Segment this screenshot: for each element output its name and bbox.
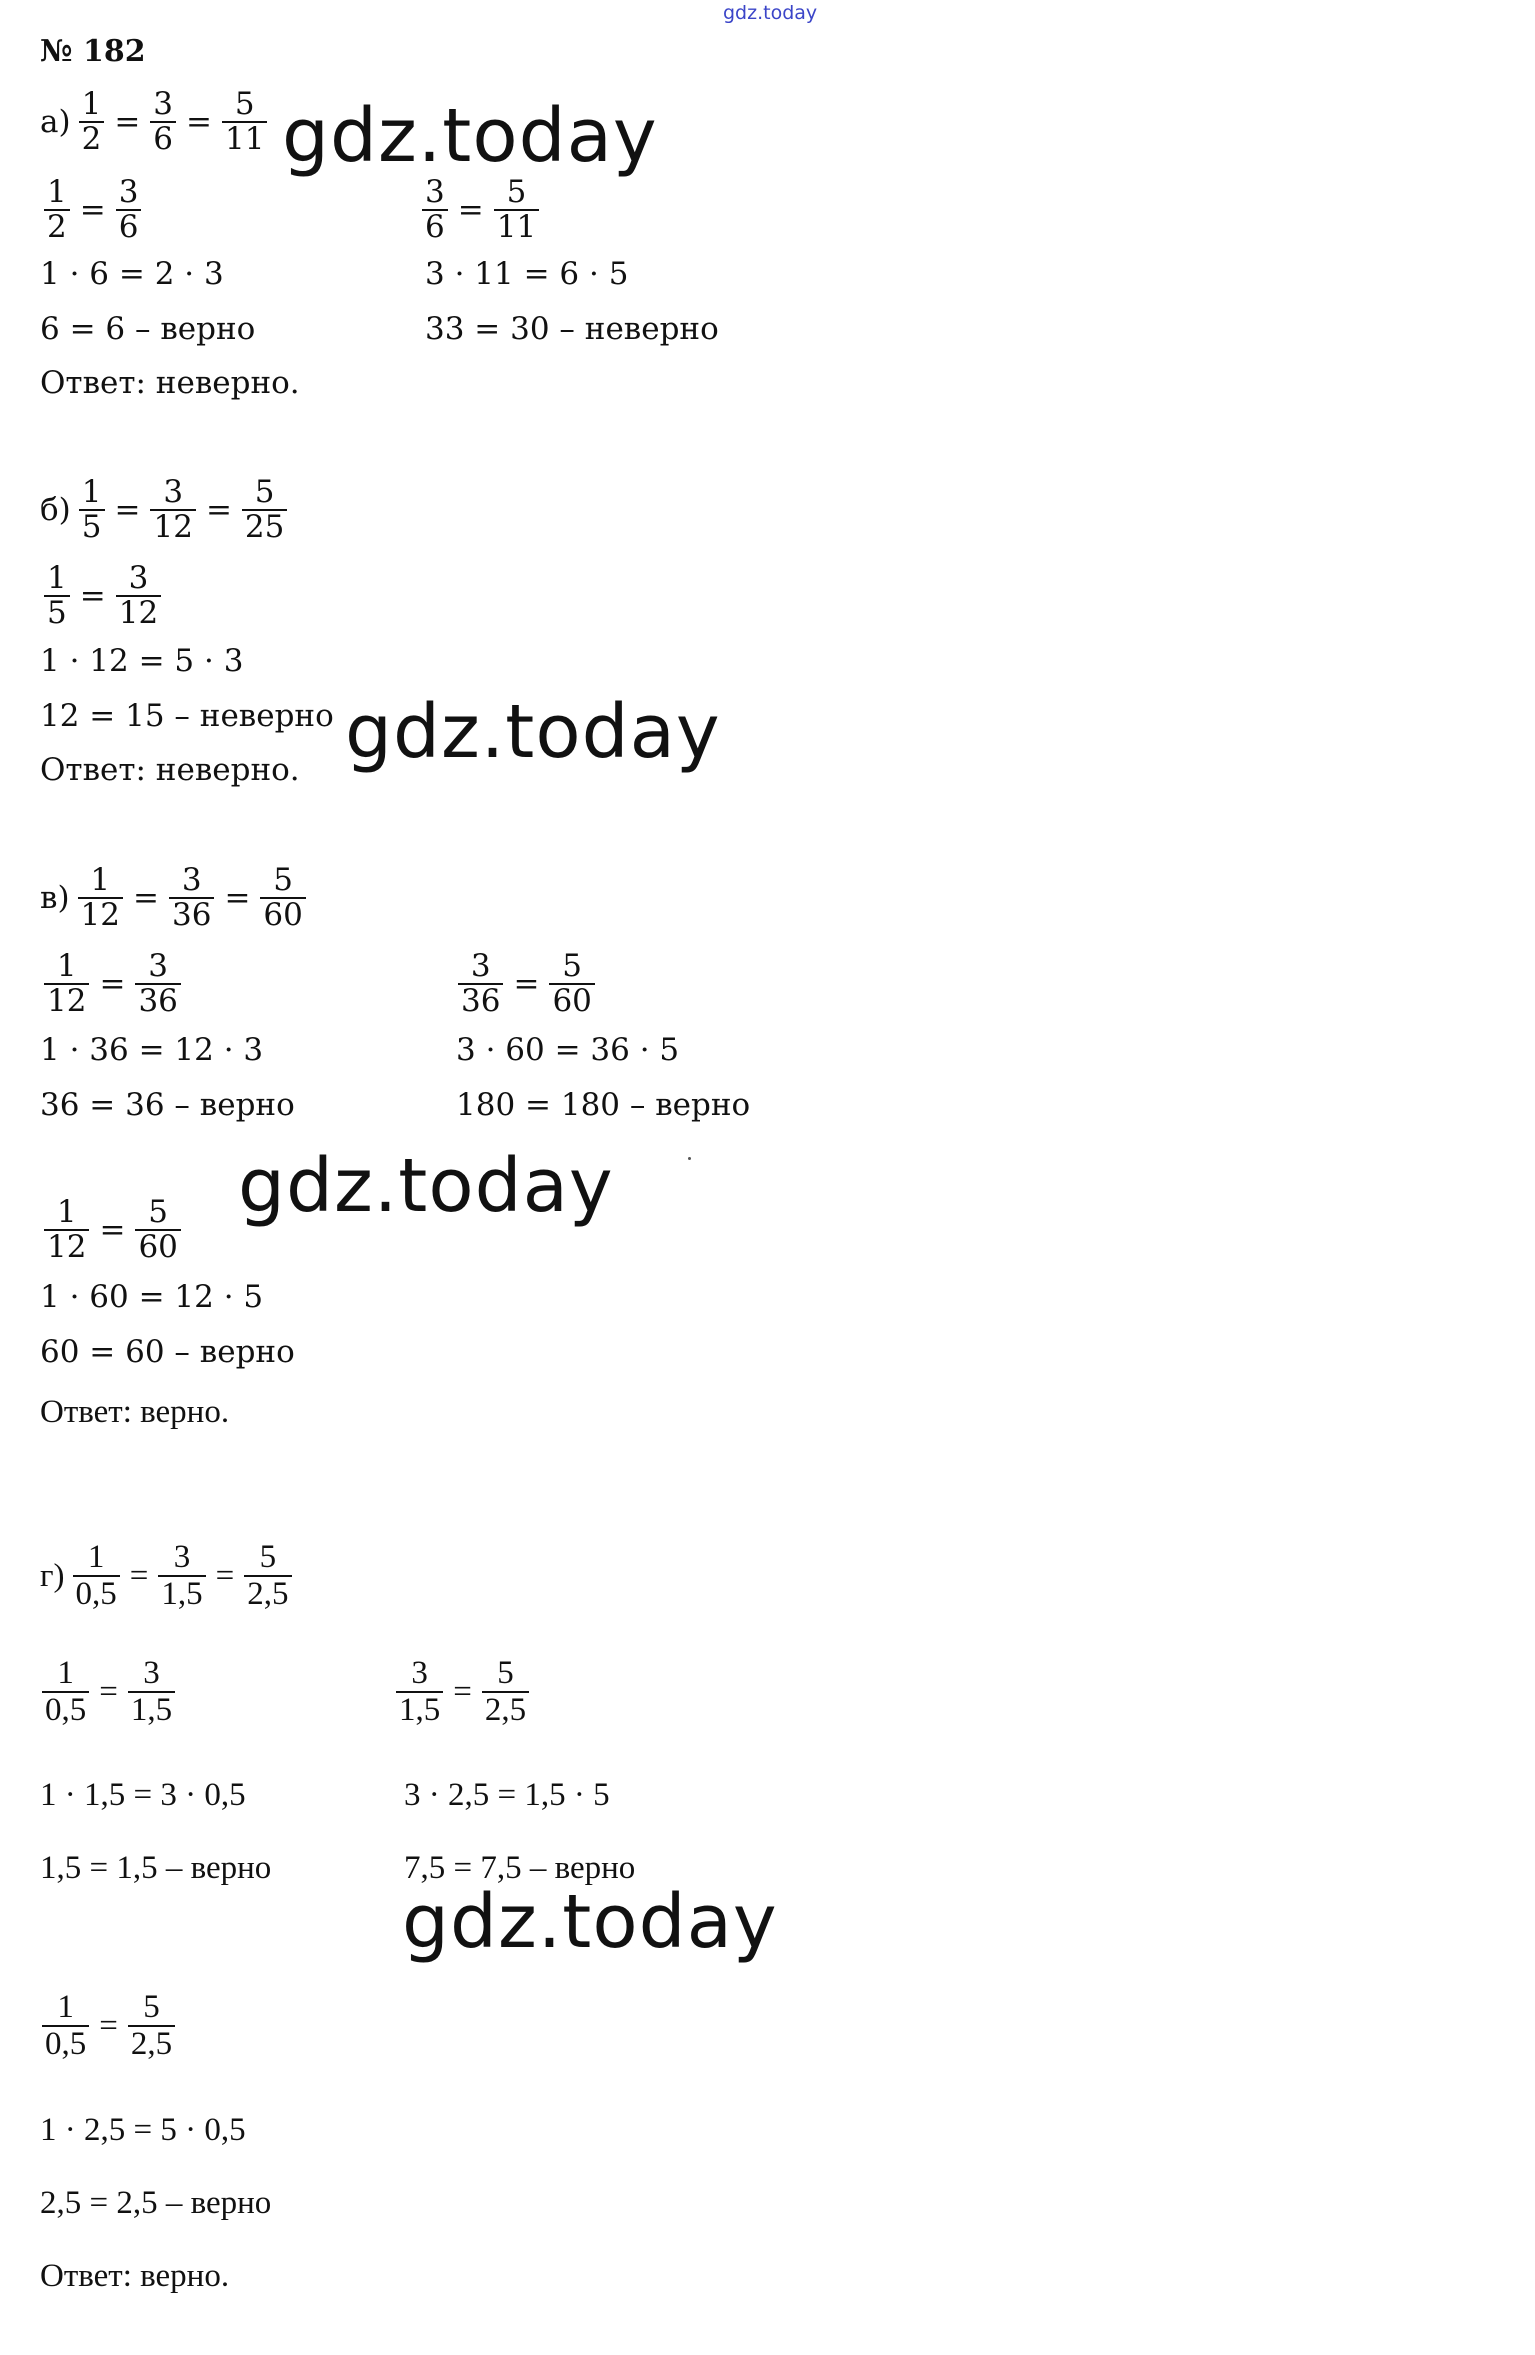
numerator: 1 xyxy=(47,174,67,210)
part-a-equation: а) 1 2 = 3 6 = 5 11 xyxy=(40,88,267,155)
denominator: 36 xyxy=(138,982,178,1019)
part-v-equation: в) 1 12 = 3 36 = 5 60 xyxy=(40,864,306,931)
fraction xyxy=(422,176,448,243)
denominator: 25 xyxy=(244,508,285,545)
numerator: 3 xyxy=(181,862,202,898)
part-v-left-line2: 36 = 36 – верно xyxy=(40,1087,295,1123)
denominator: 12 xyxy=(153,508,193,545)
denominator: 6 xyxy=(118,208,139,245)
numerator: 3 xyxy=(143,1655,160,1691)
watermark: gdz.today xyxy=(402,1879,778,1965)
denominator: 0,5 xyxy=(75,1575,117,1612)
numerator: 3 xyxy=(128,560,149,596)
numerator: 5 xyxy=(562,948,583,984)
part-label: г) xyxy=(40,1557,65,1594)
numerator: 5 xyxy=(259,1539,277,1575)
numerator: 3 xyxy=(153,86,174,122)
part-a-left-proportion: 1 2 = 3 6 xyxy=(44,176,141,243)
part-label: а) xyxy=(40,103,71,140)
denominator: 2 xyxy=(81,120,102,157)
denominator: 12 xyxy=(47,982,87,1019)
part-a-left-line1: 1 · 6 = 2 · 3 xyxy=(40,256,224,292)
fraction xyxy=(244,1540,291,1611)
denominator: 36 xyxy=(171,896,212,933)
fraction xyxy=(135,1196,180,1263)
denominator: 5 xyxy=(47,594,67,631)
fraction xyxy=(494,176,539,243)
part-b-equation: б) 1 5 = 3 12 = 5 25 xyxy=(40,476,287,543)
denominator: 5 xyxy=(81,508,102,545)
watermark: gdz.today xyxy=(345,689,721,775)
denominator: 6 xyxy=(425,208,445,245)
numerator: 3 xyxy=(118,174,139,210)
numerator: 1 xyxy=(81,474,102,510)
numerator: 5 xyxy=(273,862,294,898)
denominator: 1,5 xyxy=(161,1575,203,1612)
part-a-left-line2: 6 = 6 – верно xyxy=(40,311,256,347)
part-g-third-line2: 2,5 = 2,5 – верно xyxy=(40,2185,272,2221)
fraction xyxy=(158,1540,205,1611)
part-v-left-proportion: 1 12 = 3 36 xyxy=(44,950,181,1017)
part-g-third-proportion: 1 0,5 = 5 2,5 xyxy=(42,1990,175,2061)
numerator: 1 xyxy=(87,1539,105,1575)
numerator: 3 xyxy=(173,1539,191,1575)
watermark: gdz.today xyxy=(238,1143,614,1229)
fraction xyxy=(73,1540,120,1611)
fraction xyxy=(78,864,123,931)
denominator: 2 xyxy=(47,208,67,245)
denominator: 2,5 xyxy=(247,1575,289,1612)
part-g-left-line2: 1,5 = 1,5 – верно xyxy=(40,1850,272,1886)
denominator: 12 xyxy=(118,594,159,631)
part-v-left-line1: 1 · 36 = 12 · 3 xyxy=(40,1032,264,1068)
part-v-third-line2: 60 = 60 – верно xyxy=(40,1334,295,1370)
part-g-equation: г) 1 0,5 = 3 1,5 = 5 2,5 xyxy=(40,1540,292,1611)
part-b-proportion: 1 5 = 3 12 xyxy=(44,562,161,629)
fraction xyxy=(42,1656,89,1727)
top-watermark: gdz.today xyxy=(723,2,818,24)
part-a-right-line1: 3 · 11 = 6 · 5 xyxy=(425,256,629,292)
fraction xyxy=(458,950,503,1017)
numerator: 5 xyxy=(148,1194,169,1230)
part-v-right-line1: 3 · 60 = 36 · 5 xyxy=(456,1032,680,1068)
fraction xyxy=(116,562,161,629)
numerator: 1 xyxy=(81,86,102,122)
denominator: 11 xyxy=(496,208,537,245)
part-label: б) xyxy=(40,491,71,528)
denominator: 36 xyxy=(461,982,501,1019)
fraction xyxy=(79,88,105,155)
denominator: 6 xyxy=(153,120,174,157)
denominator: 11 xyxy=(225,120,265,157)
numerator: 1 xyxy=(47,560,67,596)
denominator: 0,5 xyxy=(45,2025,87,2062)
fraction xyxy=(44,1196,89,1263)
numerator: 1 xyxy=(56,948,77,984)
fraction xyxy=(44,562,70,629)
numerator: 1 xyxy=(90,862,111,898)
numerator: 3 xyxy=(470,948,491,984)
part-b-line2: 12 = 15 – неверно xyxy=(40,698,334,734)
part-a-right-line2: 33 = 30 – неверно xyxy=(425,311,719,347)
fraction xyxy=(135,950,180,1017)
denominator: 12 xyxy=(47,1228,87,1265)
numerator: 5 xyxy=(506,174,527,210)
numerator: 3 xyxy=(411,1655,428,1691)
part-g-left-proportion: 1 0,5 = 3 1,5 xyxy=(42,1656,175,1727)
denominator: 2,5 xyxy=(484,1691,527,1728)
numerator: 5 xyxy=(254,474,275,510)
stray-dot xyxy=(688,1157,691,1160)
problem-number: № 182 xyxy=(40,34,146,69)
numerator: 5 xyxy=(497,1655,514,1691)
denominator: 12 xyxy=(80,896,120,933)
part-v-right-line2: 180 = 180 – верно xyxy=(456,1087,751,1123)
fraction xyxy=(44,176,70,243)
part-v-right-proportion: 3 36 = 5 60 xyxy=(458,950,595,1017)
fraction xyxy=(396,1656,443,1727)
denominator: 1,5 xyxy=(130,1691,173,1728)
part-g-right-line1: 3 · 2,5 = 1,5 · 5 xyxy=(404,1777,610,1813)
numerator: 3 xyxy=(148,948,169,984)
fraction xyxy=(169,864,214,931)
part-b-line1: 1 · 12 = 5 · 3 xyxy=(40,643,244,679)
denominator: 60 xyxy=(138,1228,178,1265)
denominator: 0,5 xyxy=(45,1691,87,1728)
numerator: 5 xyxy=(234,86,255,122)
numerator: 3 xyxy=(163,474,184,510)
denominator: 2,5 xyxy=(130,2025,173,2062)
denominator: 60 xyxy=(263,896,303,933)
fraction xyxy=(222,88,267,155)
fraction xyxy=(242,476,287,543)
part-g-right-proportion: 3 1,5 = 5 2,5 xyxy=(396,1656,529,1727)
fraction xyxy=(150,88,176,155)
numerator: 5 xyxy=(143,1989,160,2025)
fraction xyxy=(128,1656,175,1727)
watermark: gdz.today xyxy=(282,93,658,179)
fraction xyxy=(42,1990,89,2061)
part-g-third-line1: 1 · 2,5 = 5 · 0,5 xyxy=(40,2112,246,2148)
part-v-third-line1: 1 · 60 = 12 · 5 xyxy=(40,1279,264,1315)
fraction xyxy=(482,1656,529,1727)
numerator: 1 xyxy=(56,1194,77,1230)
part-g-left-line1: 1 · 1,5 = 3 · 0,5 xyxy=(40,1777,246,1813)
part-b-answer: Ответ: неверно. xyxy=(40,752,300,788)
part-v-answer: Ответ: верно. xyxy=(40,1394,230,1430)
fraction xyxy=(116,176,142,243)
numerator: 1 xyxy=(57,1989,74,2025)
part-g-right-line2: 7,5 = 7,5 – верно xyxy=(404,1850,636,1886)
numerator: 1 xyxy=(57,1655,74,1691)
part-a-answer: Ответ: неверно. xyxy=(40,365,300,401)
fraction xyxy=(260,864,305,931)
part-v-third-proportion: 1 12 = 5 60 xyxy=(44,1196,181,1263)
fraction xyxy=(128,1990,175,2061)
fraction xyxy=(44,950,89,1017)
fraction xyxy=(150,476,195,543)
fraction xyxy=(79,476,105,543)
denominator: 1,5 xyxy=(399,1691,441,1728)
numerator: 3 xyxy=(425,174,445,210)
part-label: в) xyxy=(40,879,70,916)
fraction xyxy=(549,950,594,1017)
part-a-right-proportion: 3 6 = 5 11 xyxy=(422,176,539,243)
part-g-answer: Ответ: верно. xyxy=(40,2258,230,2294)
denominator: 60 xyxy=(552,982,592,1019)
